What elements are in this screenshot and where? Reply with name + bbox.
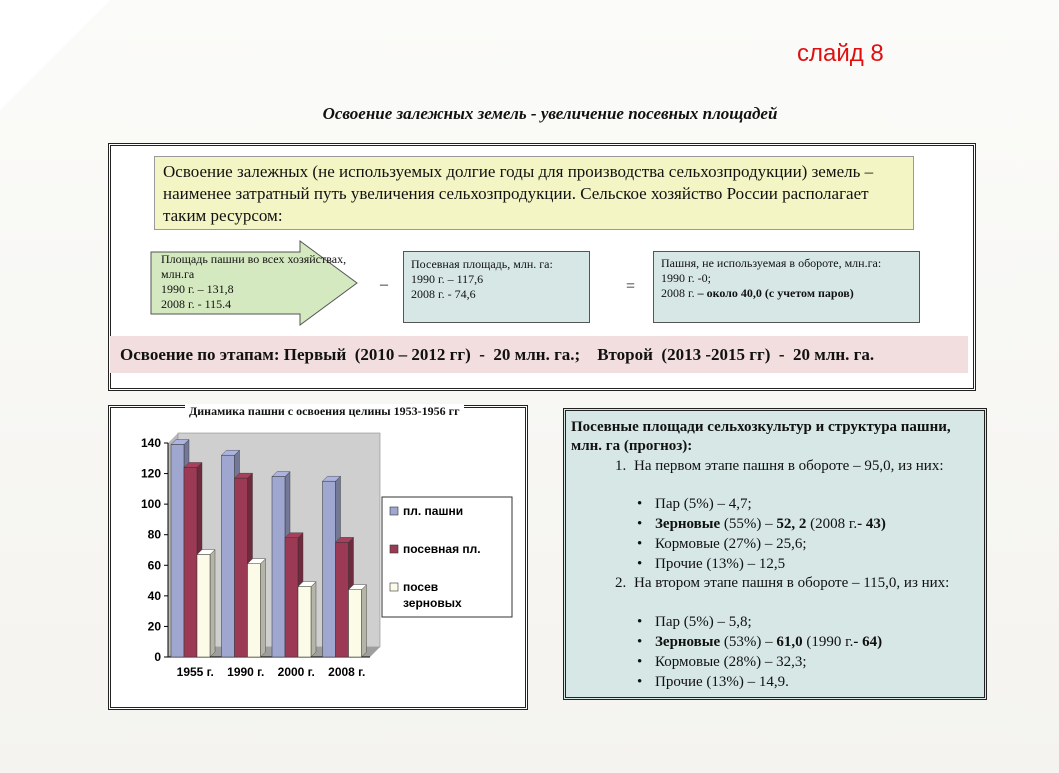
bar xyxy=(349,590,362,657)
bar xyxy=(248,564,261,657)
legend-swatch xyxy=(390,583,398,591)
x-tick-label: 2008 г. xyxy=(328,665,366,679)
stage2-item-fodder: • Кормовые (28%) – 32,3; xyxy=(655,653,807,672)
y-tick-label: 100 xyxy=(140,497,161,512)
unused-1990: 1990 г. -0; xyxy=(661,271,711,285)
sown-label: Посевная площадь, млн. га: xyxy=(411,257,553,271)
intro-text: Освоение залежных (не используемых долгие годы для производства сельхозпродукции) земель – наименее затратный путь увеличения сельхозпродукции. Сельское хозяйство России располагает таким ресурсом: xyxy=(154,156,914,230)
y-tick-label: 60 xyxy=(147,558,161,573)
stage2-number: 2. xyxy=(615,575,627,591)
x-tick-label: 1990 г. xyxy=(227,665,265,679)
bar xyxy=(285,538,298,657)
unused-2008: 2008 г. – около 40,0 (с учетом паров) xyxy=(661,286,854,300)
legend-swatch xyxy=(390,507,398,515)
arable-dynamics-chart xyxy=(110,407,526,707)
sown-area-box xyxy=(403,251,590,323)
sown-2008: 2008 г. - 74,6 xyxy=(411,287,476,301)
bar-side xyxy=(311,582,316,657)
legend-label: зерновых xyxy=(403,596,462,610)
legend-label: посевная пл. xyxy=(403,542,481,556)
arable-area-block xyxy=(161,252,351,312)
y-tick-label: 0 xyxy=(154,650,161,664)
stage1-text: На первом этапе пашня в обороте – 95,0, из них: xyxy=(634,458,944,474)
bar xyxy=(197,555,210,657)
minus-sign: – xyxy=(380,276,388,293)
y-tick-label: 40 xyxy=(147,588,161,603)
unused-label: Пашня, не используемая в обороте, млн.га: xyxy=(661,256,882,270)
legend-label: пл. пашни xyxy=(403,504,464,518)
bar xyxy=(323,481,336,657)
x-tick-label: 1955 г. xyxy=(176,665,214,679)
bar xyxy=(171,445,184,657)
legend-label: посев xyxy=(403,580,439,594)
bar xyxy=(298,587,311,657)
equals-sign: = xyxy=(626,278,636,295)
stage2-item-grain: • Зерновые (53%) – 61,0 (1990 г.- 64) xyxy=(655,633,882,652)
bar xyxy=(184,467,197,657)
bar xyxy=(235,478,248,657)
chart-title: Динамика пашни с освоения целины 1953-1956 гг xyxy=(185,404,464,419)
stage2-item-other: • Прочие (13%) – 14,9. xyxy=(655,673,789,692)
bar xyxy=(222,455,235,657)
y-tick-label: 140 xyxy=(140,436,161,450)
stage1-item-grain: • Зерновые (55%) – 52, 2 (2008 г.- 43) xyxy=(655,515,886,534)
bar-side xyxy=(261,559,266,657)
bar-side xyxy=(210,550,215,657)
stages-banner: Освоение по этапам: Первый (2010 – 2012 гг) - 20 млн. га.; Второй (2013 -2015 гг) - 20 млн. га. xyxy=(110,336,968,373)
bar xyxy=(272,477,285,657)
page-title: Освоение залежных земель - увеличение посевных площадей xyxy=(322,104,778,123)
legend-swatch xyxy=(390,545,398,553)
y-tick-label: 20 xyxy=(147,619,161,634)
arable-1990: 1990 г. – 131,8 xyxy=(161,282,234,296)
sown-1990: 1990 г. – 117,6 xyxy=(411,272,484,286)
stage2-text: На втором этапе пашня в обороте – 115,0, из них: xyxy=(634,575,950,591)
stage1-item-fodder: • Кормовые (27%) – 25,6; xyxy=(655,535,807,554)
slide-number: слайд 8 xyxy=(797,40,884,67)
stage1-item-other: • Прочие (13%) – 12,5 xyxy=(655,555,785,574)
y-tick-label: 120 xyxy=(140,466,161,481)
stage1-number: 1. xyxy=(615,458,627,474)
x-tick-label: 2000 г. xyxy=(277,665,315,679)
stage2-item-fallow: • Пар (5%) – 5,8; xyxy=(655,613,752,632)
stage1-item-fallow: • Пар (5%) – 4,7; xyxy=(655,495,752,514)
bar-side xyxy=(362,585,367,657)
folded-corner xyxy=(0,0,110,110)
unused-area-box xyxy=(653,251,920,323)
bar xyxy=(336,542,349,657)
y-tick-label: 80 xyxy=(147,527,161,542)
arable-label: Площадь пашни во всех хозяйствах, млн.га xyxy=(161,252,347,281)
arable-2008: 2008 г. - 115.4 xyxy=(161,297,232,311)
forecast-title: Посевные площади сельхозкультур и структура пашни, млн. га (прогноз): xyxy=(571,419,951,454)
